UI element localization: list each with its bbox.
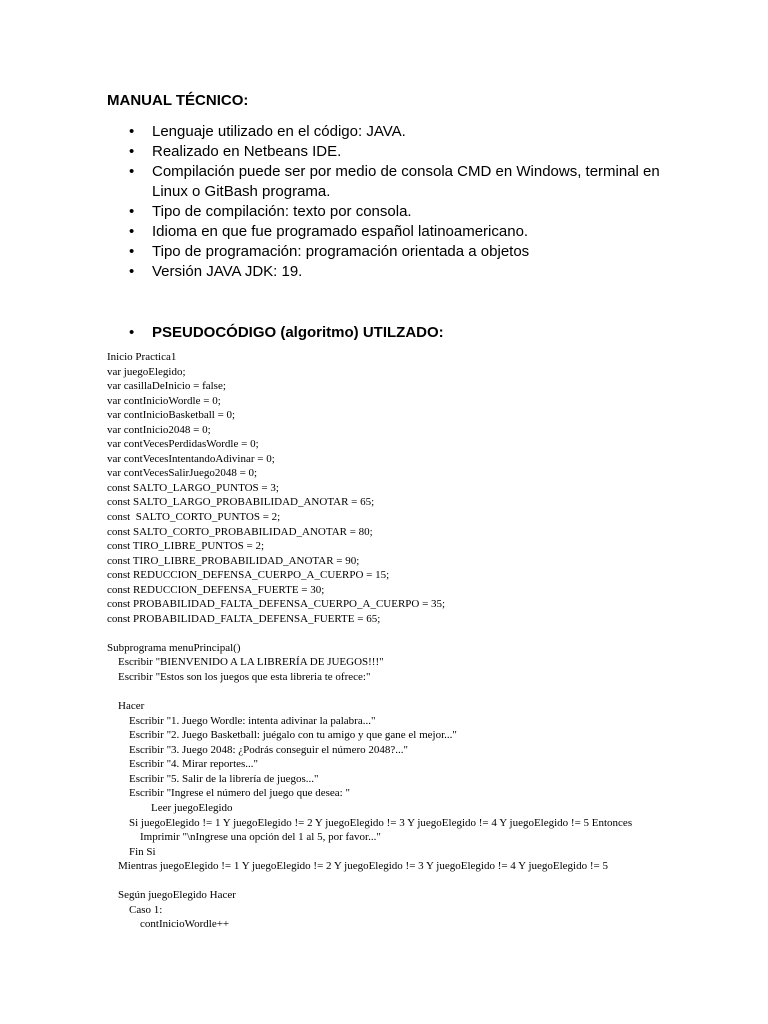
code-line: const SALTO_LARGO_PROBABILIDAD_ANOTAR = 65; <box>107 496 375 509</box>
code-line: Escribir "4. Mirar reportes..." <box>107 758 259 771</box>
code-line: Si juegoElegido != 1 Y juegoElegido != 2 Y juegoElegido != 3 Y juegoElegido != 4 Y juegoElegido != 5 Entonces <box>107 816 633 829</box>
code-line: var contInicioBasketball = 0; <box>107 409 236 422</box>
code-line: Leer juegoElegido <box>107 801 233 814</box>
code-line: const REDUCCION_DEFENSA_FUERTE = 30; <box>107 583 325 596</box>
code-line <box>107 685 747 700</box>
code-line: var casillaDeInicio = false; <box>107 380 226 393</box>
code-line: const TIRO_LIBRE_PUNTOS = 2; <box>107 540 265 553</box>
code-line: var contInicio2048 = 0; <box>107 423 211 436</box>
code-line <box>107 626 747 641</box>
code-line: const PROBABILIDAD_FALTA_DEFENSA_FUERTE = 65; <box>107 612 381 625</box>
pseudocode-block <box>107 350 747 932</box>
code-line: Escribir "Ingrese el número del juego que desea: " <box>107 787 350 800</box>
code-line: Inicio Practica1 <box>107 351 177 363</box>
code-line: Escribir "3. Juego 2048: ¿Podrás conseguir el número 2048?..." <box>107 743 409 756</box>
code-line: var contInicioWordle = 0; <box>107 394 221 407</box>
code-line <box>107 874 747 889</box>
list-item: • Lenguaje utilizado en el código: JAVA. <box>152 122 692 142</box>
code-line: var contVecesSalirJuego2048 = 0; <box>107 467 258 480</box>
list-item: • Compilación puede ser por medio de consola CMD en Windows, terminal en Linux o GitBash programa. <box>152 162 692 202</box>
feature-list <box>152 122 692 282</box>
code-line: var contVecesPerdidasWordle = 0; <box>107 438 259 451</box>
code-line: Escribir "Estos son los juegos que esta libreria te ofrece:" <box>107 671 371 684</box>
code-line: const SALTO_CORTO_PUNTOS = 2; <box>107 511 281 524</box>
code-line: Escribir "BIENVENIDO A LA LIBRERÍA DE JUEGOS!!!" <box>107 656 384 669</box>
code-line: Mientras juegoElegido != 1 Y juegoElegido != 2 Y juegoElegido != 3 Y juegoElegido != 4 Y juegoElegido != 5 <box>107 860 608 873</box>
code-line: Subprograma menuPrincipal() <box>107 641 241 654</box>
code-line: var contVecesIntentandoAdivinar = 0; <box>107 452 275 465</box>
code-line: const TIRO_LIBRE_PROBABILIDAD_ANOTAR = 90; <box>107 554 360 567</box>
code-line: Caso 1: <box>107 903 163 916</box>
code-line: contInicioWordle++ <box>107 918 230 931</box>
code-line: const SALTO_CORTO_PROBABILIDAD_ANOTAR = 80; <box>107 525 373 538</box>
list-item: • Versión JAVA JDK: 19. <box>152 262 692 282</box>
code-line: Escribir "2. Juego Basketball: juégalo con tu amigo y que gane el mejor..." <box>107 729 457 742</box>
list-item: • Realizado en Netbeans IDE. <box>152 142 692 162</box>
code-line: var juegoElegido; <box>107 365 186 378</box>
code-line: const SALTO_LARGO_PUNTOS = 3; <box>107 481 279 494</box>
code-line: Fin Si <box>107 845 156 858</box>
pseudocode-heading: • PSEUDOCÓDIGO (algoritmo) UTILZADO: <box>152 323 444 343</box>
code-line: const REDUCCION_DEFENSA_CUERPO_A_CUERPO = 15; <box>107 569 390 582</box>
list-item: • Tipo de compilación: texto por consola. <box>152 202 692 222</box>
list-item: • Tipo de programación: programación orientada a objetos <box>152 242 692 262</box>
code-line: Según juegoElegido Hacer <box>107 889 236 902</box>
list-item: • Idioma en que fue programado español latinoamericano. <box>152 222 692 242</box>
code-line: Hacer <box>107 700 145 713</box>
code-line: Escribir "1. Juego Wordle: intenta adivinar la palabra..." <box>107 714 376 727</box>
code-line: const PROBABILIDAD_FALTA_DEFENSA_CUERPO_A_CUERPO = 35; <box>107 598 446 611</box>
code-line: Imprimir "\nIngrese una opción del 1 al 5, por favor..." <box>107 831 381 844</box>
manual-title: MANUAL TÉCNICO: <box>107 92 249 109</box>
code-line: Escribir "5. Salir de la librería de juegos..." <box>107 772 319 785</box>
